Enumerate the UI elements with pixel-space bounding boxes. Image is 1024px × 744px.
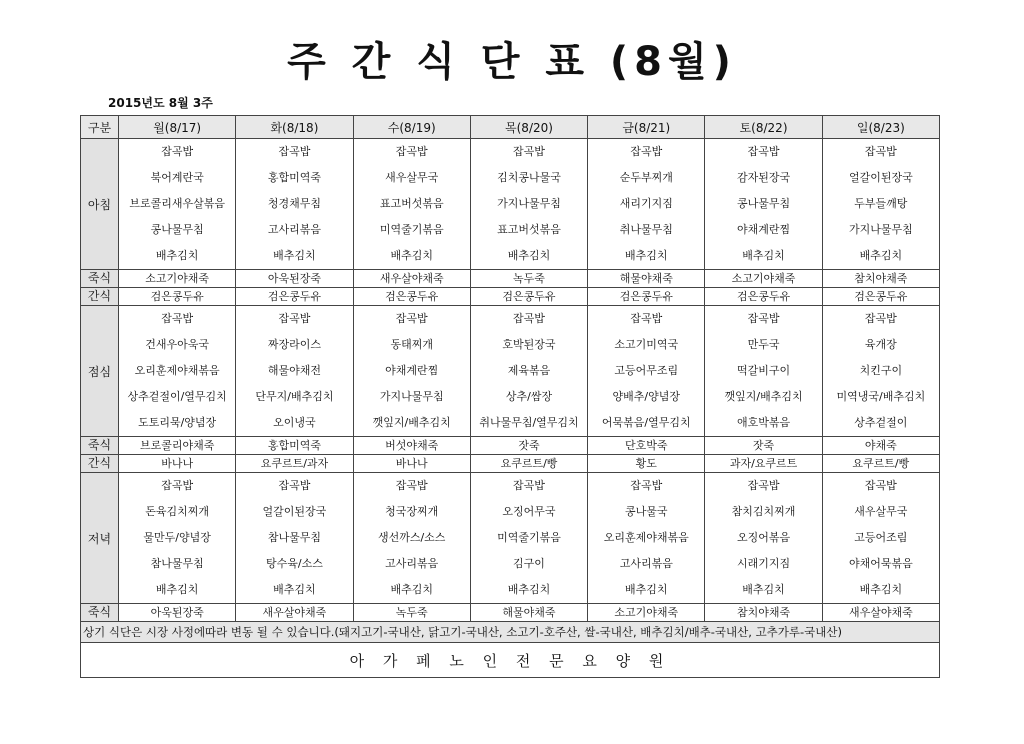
menu-item: 어묵볶음/열무김치 <box>601 416 691 429</box>
menu-item: 잡곡밥 <box>161 479 194 492</box>
menu-item: 아욱된장죽 <box>119 604 236 622</box>
snack-row <box>81 288 940 306</box>
menu-item: 상추겉절이/열무김치 <box>127 390 227 403</box>
menu-item: 건새우아욱국 <box>145 338 210 351</box>
menu-item: 황도 <box>588 455 705 473</box>
menu-item: 잡곡밥 <box>395 145 428 158</box>
menu-item: 잡곡밥 <box>747 312 780 325</box>
day-header: 금(8/21) <box>588 116 705 139</box>
menu-item: 새리기지짐 <box>619 197 673 210</box>
menu-item: 브로콜리새우살볶음 <box>129 197 225 210</box>
menu-item: 청국장찌개 <box>385 505 439 518</box>
day-menu <box>353 306 470 437</box>
menu-item: 검은콩두유 <box>119 288 236 306</box>
menu-item: 청경채무침 <box>267 197 321 210</box>
porridge-row <box>81 270 940 288</box>
menu-item: 떡갈비구이 <box>736 364 791 377</box>
weekly-menu-table <box>80 115 940 678</box>
menu-item: 감자된장국 <box>736 171 791 184</box>
note-row <box>81 622 940 643</box>
menu-item: 요쿠르트/빵 <box>822 455 939 473</box>
day-menu <box>119 306 236 437</box>
menu-item: 고등어조림 <box>854 531 908 544</box>
menu-item: 잣죽 <box>470 437 587 455</box>
menu-item: 검은콩두유 <box>588 288 705 306</box>
menu-item: 양배추/양념장 <box>612 390 680 403</box>
meal-label: 간식 <box>81 288 119 306</box>
menu-item: 도토리묵/양념장 <box>138 416 217 429</box>
meal-label: 저녁 <box>81 473 119 604</box>
menu-item: 야채계란찜 <box>736 223 791 236</box>
menu-item: 잡곡밥 <box>161 312 194 325</box>
menu-item: 배추김치 <box>155 249 199 262</box>
day-header: 목(8/20) <box>470 116 587 139</box>
menu-item: 상추겉절이 <box>854 416 908 429</box>
menu-item: 오징어무국 <box>502 505 556 518</box>
menu-item: 잡곡밥 <box>747 145 780 158</box>
menu-item: 바나나 <box>119 455 236 473</box>
menu-item: 오징어볶음 <box>736 531 791 544</box>
week-subtitle: 2015년도 8월 3주 <box>108 96 213 110</box>
dinner-section <box>81 473 940 604</box>
menu-item: 버섯야채죽 <box>353 437 470 455</box>
day-menu <box>822 139 939 270</box>
day-menu <box>470 473 587 604</box>
meal-label: 점심 <box>81 306 119 437</box>
menu-item: 배추김치 <box>625 583 668 596</box>
menu-item: 표고버섯볶음 <box>497 223 561 236</box>
day-menu <box>588 306 705 437</box>
menu-item: 짜장라이스 <box>267 338 321 351</box>
day-menu <box>119 473 236 604</box>
menu-item: 고사리볶음 <box>619 557 673 570</box>
menu-item: 미역줄기볶음 <box>497 531 561 544</box>
menu-item: 동태찌개 <box>390 338 433 351</box>
porridge-row <box>81 437 940 455</box>
menu-item: 새우살야채죽 <box>353 270 470 288</box>
menu-item: 배추김치 <box>390 583 433 596</box>
menu-item: 취나물무침 <box>619 223 673 236</box>
menu-item: 검은콩두유 <box>353 288 470 306</box>
menu-item: 단무지/배추김치 <box>255 390 334 403</box>
day-menu <box>705 473 822 604</box>
menu-item: 소고기야채죽 <box>588 604 705 622</box>
day-menu <box>236 306 353 437</box>
day-menu <box>470 306 587 437</box>
facility-name: 아 가 페 노 인 전 문 요 양 원 <box>81 643 940 678</box>
origin-note: 상기 식단은 시장 사정에따라 변동 될 수 있습니다.(돼지고기-국내산, 닭고기-국내산, 소고기-호주산, 쌀-국내산, 배추김치/배추-국내산, 고추가루-국내산) <box>81 622 940 643</box>
meal-label: 죽식 <box>81 270 119 288</box>
snack-row <box>81 455 940 473</box>
menu-item: 새우살야채죽 <box>236 604 353 622</box>
menu-item: 배추김치 <box>859 583 903 596</box>
menu-item: 깻잎지/배추김치 <box>724 390 803 403</box>
menu-item: 오이냉국 <box>273 416 316 429</box>
menu-item: 콩나물국 <box>625 505 668 518</box>
menu-item: 치킨구이 <box>859 364 903 377</box>
menu-item: 가지나물무침 <box>848 223 913 236</box>
menu-item: 과자/요쿠르트 <box>705 455 822 473</box>
menu-item: 김치콩나물국 <box>497 171 561 184</box>
menu-item: 만두국 <box>747 338 780 351</box>
menu-item: 고사리볶음 <box>385 557 439 570</box>
menu-item: 콩나물무침 <box>150 223 204 236</box>
menu-item: 북어계란국 <box>150 171 204 184</box>
porridge-row <box>81 604 940 622</box>
menu-item: 잡곡밥 <box>513 479 545 492</box>
menu-item: 콩나물무침 <box>736 197 791 210</box>
menu-item: 검은콩두유 <box>822 288 939 306</box>
menu-item: 소고기야채죽 <box>705 270 822 288</box>
menu-item: 참치김치찌개 <box>731 505 796 518</box>
menu-item: 잡곡밥 <box>630 479 663 492</box>
menu-item: 가지나물무침 <box>379 390 444 403</box>
lunch-section <box>81 306 940 437</box>
menu-item: 참나물무침 <box>267 531 321 544</box>
meal-label: 간식 <box>81 455 119 473</box>
menu-item: 새우살무국 <box>854 505 908 518</box>
day-menu <box>705 139 822 270</box>
footer-row <box>81 643 940 678</box>
menu-item: 잡곡밥 <box>278 312 311 325</box>
day-header: 월(8/17) <box>119 116 236 139</box>
menu-item: 잡곡밥 <box>395 312 428 325</box>
menu-item: 잡곡밥 <box>864 312 897 325</box>
menu-item: 잡곡밥 <box>395 479 428 492</box>
day-header: 일(8/23) <box>822 116 939 139</box>
day-menu <box>588 473 705 604</box>
menu-item: 얼갈이된장국 <box>262 505 327 518</box>
menu-item: 요쿠르트/빵 <box>470 455 587 473</box>
menu-item: 검은콩두유 <box>470 288 587 306</box>
menu-item: 잡곡밥 <box>513 312 545 325</box>
menu-item: 취나물무침/열무김치 <box>479 416 579 429</box>
menu-item: 배추김치 <box>507 249 551 262</box>
menu-item: 해물야채죽 <box>470 604 587 622</box>
menu-item: 잡곡밥 <box>513 145 545 158</box>
meal-label: 아침 <box>81 139 119 270</box>
category-header: 구분 <box>81 116 119 139</box>
menu-item: 바나나 <box>353 455 470 473</box>
header-row <box>81 116 940 139</box>
menu-item: 해물야채전 <box>267 364 321 377</box>
menu-item: 상추/쌈장 <box>505 390 553 403</box>
menu-item: 배추김치 <box>390 249 433 262</box>
menu-item: 검은콩두유 <box>236 288 353 306</box>
meal-label: 죽식 <box>81 437 119 455</box>
menu-item: 단호박죽 <box>588 437 705 455</box>
menu-item: 해물야채죽 <box>588 270 705 288</box>
menu-item: 소고기야채죽 <box>119 270 236 288</box>
menu-item: 잡곡밥 <box>161 145 194 158</box>
menu-item: 미역줄기볶음 <box>379 223 444 236</box>
day-menu <box>236 139 353 270</box>
menu-item: 참치야채죽 <box>705 604 822 622</box>
day-menu <box>353 473 470 604</box>
menu-item: 탕수육/소스 <box>266 557 323 570</box>
menu-item: 제육볶음 <box>507 364 551 377</box>
menu-item: 녹두죽 <box>353 604 470 622</box>
day-header: 토(8/22) <box>705 116 822 139</box>
menu-item: 검은콩두유 <box>705 288 822 306</box>
menu-item: 참나물무침 <box>150 557 204 570</box>
menu-item: 새우살무국 <box>385 171 439 184</box>
menu-item: 배추김치 <box>155 583 199 596</box>
menu-item: 시래기지짐 <box>736 557 791 570</box>
menu-item: 가지나물무침 <box>497 197 561 210</box>
menu-item: 깻잎지/배추김치 <box>372 416 451 429</box>
menu-item: 잡곡밥 <box>864 145 897 158</box>
page-title: 주 간 식 단 표 (8월) <box>287 39 737 85</box>
menu-item: 얼갈이된장국 <box>848 171 913 184</box>
menu-item: 아욱된장죽 <box>236 270 353 288</box>
menu-item: 물만두/양념장 <box>143 531 211 544</box>
menu-item: 애호박볶음 <box>736 416 791 429</box>
menu-item: 배추김치 <box>273 583 316 596</box>
menu-item: 미역냉국/배추김치 <box>836 390 926 403</box>
day-menu <box>119 139 236 270</box>
menu-item: 오리훈제야채볶음 <box>134 364 220 377</box>
menu-item: 돈육김치찌개 <box>145 505 210 518</box>
menu-item: 호박된장국 <box>502 338 556 351</box>
day-menu <box>705 306 822 437</box>
menu-item: 잡곡밥 <box>747 479 780 492</box>
menu-item: 잡곡밥 <box>630 145 663 158</box>
menu-item: 브로콜리야채죽 <box>119 437 236 455</box>
day-menu <box>353 139 470 270</box>
menu-item: 배추김치 <box>273 249 316 262</box>
menu-item: 소고기미역국 <box>614 338 679 351</box>
day-menu <box>822 473 939 604</box>
menu-item: 배추김치 <box>859 249 903 262</box>
day-menu <box>470 139 587 270</box>
menu-item: 김구이 <box>513 557 545 570</box>
menu-item: 야채어묵볶음 <box>848 557 913 570</box>
menu-item: 잡곡밥 <box>864 479 897 492</box>
menu-item: 고사리볶음 <box>267 223 321 236</box>
day-menu <box>588 139 705 270</box>
menu-item: 생선까스/소스 <box>377 531 446 544</box>
menu-item: 잡곡밥 <box>278 479 311 492</box>
menu-item: 야채죽 <box>822 437 939 455</box>
menu-item: 새우살야채죽 <box>822 604 939 622</box>
menu-item: 배추김치 <box>742 583 785 596</box>
menu-item: 배추김치 <box>742 249 785 262</box>
menu-item: 잡곡밥 <box>630 312 663 325</box>
day-header: 화(8/18) <box>236 116 353 139</box>
menu-item: 오리훈제야채볶음 <box>603 531 689 544</box>
menu-item: 배추김치 <box>625 249 668 262</box>
menu-item: 표고버섯볶음 <box>379 197 444 210</box>
menu-item: 잣죽 <box>705 437 822 455</box>
menu-item: 잡곡밥 <box>278 145 311 158</box>
menu-item: 배추김치 <box>507 583 551 596</box>
meal-label: 죽식 <box>81 604 119 622</box>
menu-item: 고등어무조림 <box>614 364 679 377</box>
menu-item: 두부들깨탕 <box>854 197 908 210</box>
menu-item: 순두부찌개 <box>619 171 673 184</box>
menu-item: 야채계란찜 <box>385 364 439 377</box>
day-menu <box>822 306 939 437</box>
day-header: 수(8/19) <box>353 116 470 139</box>
breakfast-section <box>81 139 940 270</box>
menu-item: 참치야채죽 <box>822 270 939 288</box>
menu-item: 요쿠르트/과자 <box>236 455 353 473</box>
menu-item: 홍합미역죽 <box>267 171 321 184</box>
menu-item: 육개장 <box>864 338 897 351</box>
menu-item: 녹두죽 <box>470 270 587 288</box>
day-menu <box>236 473 353 604</box>
menu-item: 홍합미역죽 <box>236 437 353 455</box>
